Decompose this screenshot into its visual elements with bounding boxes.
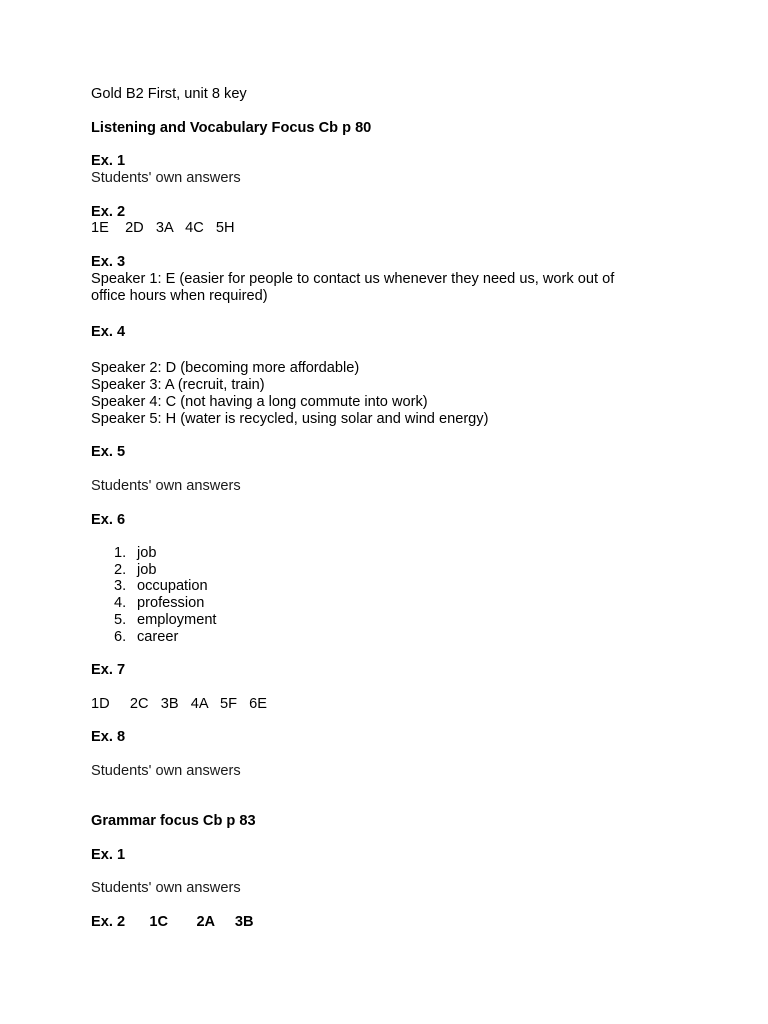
- ex4-line: Speaker 3: A (recruit, train): [91, 377, 265, 393]
- list-item-text: job: [137, 562, 157, 578]
- list-item-text: occupation: [137, 578, 208, 594]
- ex4-label: Ex. 4: [91, 324, 126, 340]
- list-item-number: 4.: [114, 595, 127, 611]
- ex7-answer: 1D 2C 3B 4A 5F 6E: [91, 696, 268, 712]
- ex6-label: Ex. 6: [91, 512, 126, 528]
- ex3-label: Ex. 3: [91, 254, 126, 270]
- ex8-answer: Students' own answers: [91, 763, 241, 779]
- ex2-answer: 1E 2D 3A 4C 5H: [91, 220, 235, 236]
- list-item-number: 3.: [114, 578, 127, 594]
- grammar-ex2-line: Ex. 2 1C 2A 3B: [91, 914, 254, 930]
- list-item-number: 1.: [114, 545, 127, 561]
- ex7-label: Ex. 7: [91, 662, 126, 678]
- ex4-line: Speaker 5: H (water is recycled, using solar and wind energy): [91, 411, 489, 427]
- document-title: Gold B2 First, unit 8 key: [91, 86, 247, 102]
- ex2-label: Ex. 2: [91, 204, 126, 220]
- list-item-text: career: [137, 629, 179, 645]
- ex4-line: Speaker 4: C (not having a long commute into work): [91, 394, 428, 410]
- list-item-number: 2.: [114, 562, 127, 578]
- ex5-label: Ex. 5: [91, 444, 126, 460]
- grammar-ex1-label: Ex. 1: [91, 847, 126, 863]
- ex5-answer: Students' own answers: [91, 478, 241, 494]
- ex1-label: Ex. 1: [91, 153, 126, 169]
- section-heading-listening: Listening and Vocabulary Focus Cb p 80: [91, 120, 372, 136]
- ex4-line: Speaker 2: D (becoming more affordable): [91, 360, 360, 376]
- list-item-number: 5.: [114, 612, 127, 628]
- ex1-answer: Students' own answers: [91, 170, 241, 186]
- section-heading-grammar: Grammar focus Cb p 83: [91, 813, 256, 829]
- ex8-label: Ex. 8: [91, 729, 126, 745]
- list-item-text: job: [137, 545, 157, 561]
- ex3-line-1: Speaker 1: E (easier for people to contact us whenever they need us, work out of: [91, 271, 615, 287]
- ex3-line-2: office hours when required): [91, 288, 268, 304]
- list-item-number: 6.: [114, 629, 127, 645]
- grammar-ex1-answer: Students' own answers: [91, 880, 241, 896]
- list-item-text: employment: [137, 612, 217, 628]
- list-item-text: profession: [137, 595, 205, 611]
